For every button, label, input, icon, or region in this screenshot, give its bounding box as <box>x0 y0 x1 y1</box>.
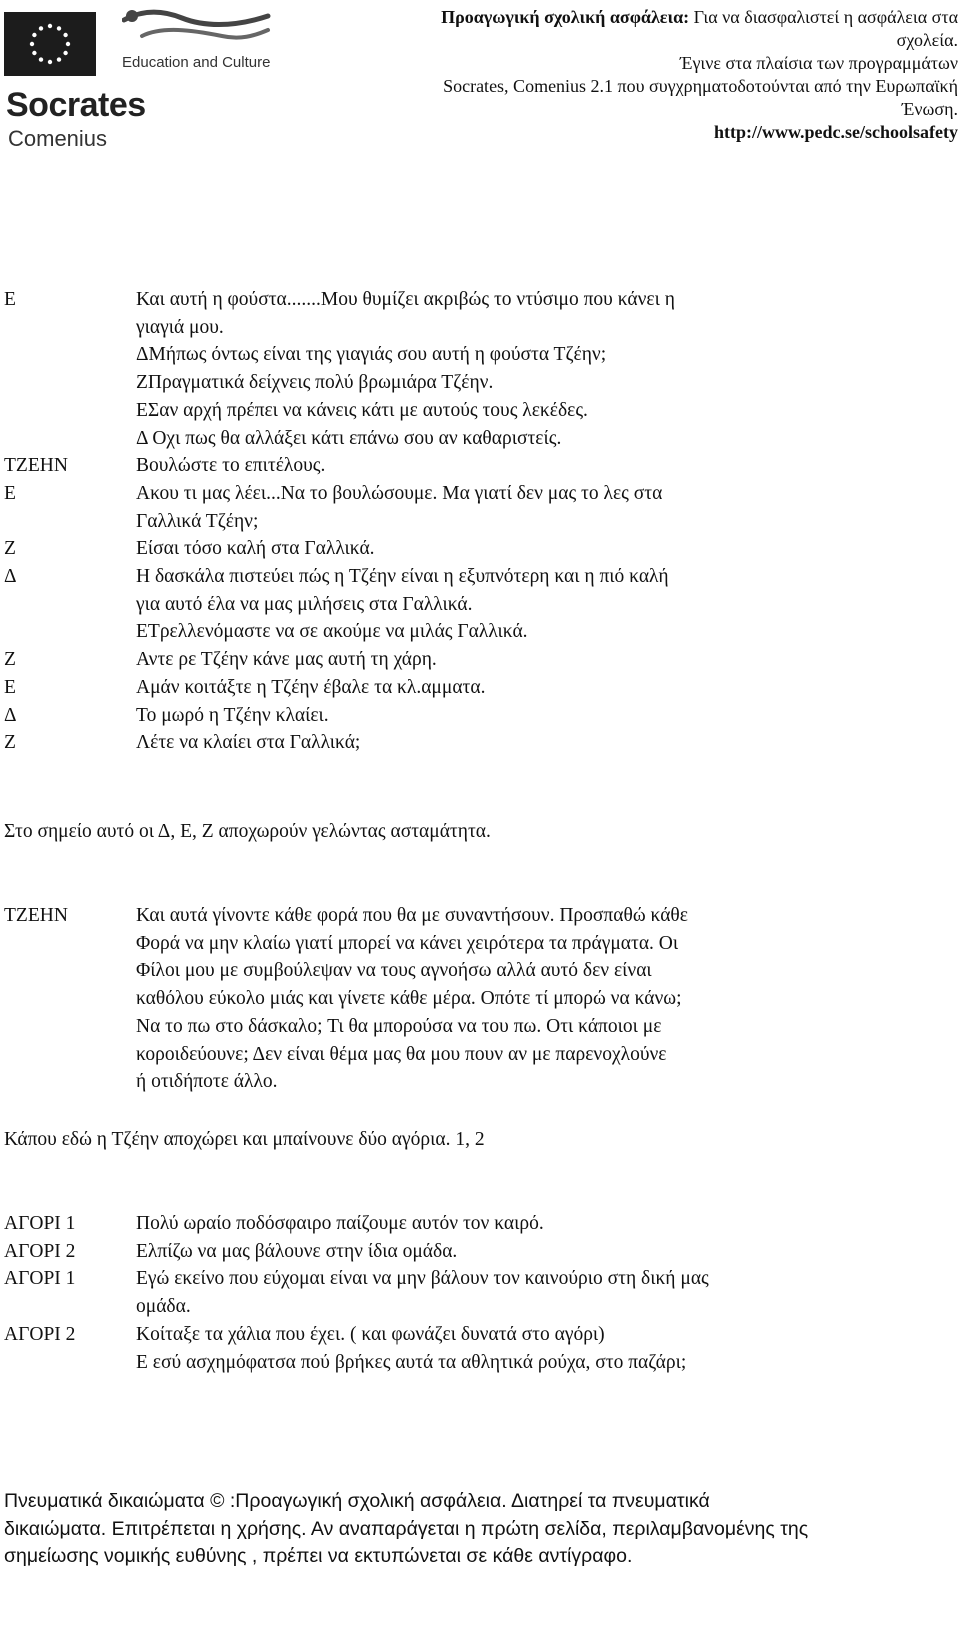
dialogue-row <box>4 674 944 702</box>
monologue-speaker: ΤΖΕΗΝ <box>4 905 68 926</box>
speaker-name: Ζ <box>4 538 16 560</box>
speaker-name: Ζ <box>4 649 16 671</box>
speaker-name: ΑΓΟΡΙ 2 <box>4 1323 76 1345</box>
dialogue-text <box>136 397 944 425</box>
footer-line: Πνευματικά δικαιώματα © :Προαγωγική σχολική ασφάλεια. Διατηρεί τα πνευματικά <box>4 1490 710 1512</box>
monologue-text <box>136 902 944 1096</box>
speaker-name <box>4 618 136 646</box>
dialogue-text <box>136 480 944 535</box>
monologue-line: Να το πω στο δάσκαλο; Τι θα μπορούσα να του πω. Οτι κάποιοι με <box>136 1015 662 1037</box>
dialogue-text <box>136 341 944 369</box>
dialogue-line: Το μωρό η Τζέην κλαίει. <box>136 704 329 726</box>
dialogue-row <box>4 480 944 535</box>
stage-direction-1: Στο σημείο αυτό οι Δ, Ε, Ζ αποχωρούν γελώντας ασταμάτητα. <box>4 821 491 842</box>
dialogue-row <box>4 341 944 369</box>
header-line-4: Socrates, Comenius 2.1 που συγχρηματοδοτούνται από την Ευρωπαϊκή <box>443 76 958 96</box>
footer-line: δικαιώματα. Επιτρέπεται η χρήσης. Αν αναπαράγεται η πρώτη σελίδα, περιλαμβανομένης της <box>4 1517 809 1540</box>
eu-flag-icon <box>4 12 96 76</box>
dialogue-line: Γαλλικά Τζέην; <box>136 510 259 532</box>
socrates-logo-text: Socrates <box>6 86 146 124</box>
speaker-name: Δ <box>4 566 17 588</box>
stage-direction-2: Κάπου εδώ η Τζέην αποχώρει και μπαίνουνε δύο αγόρια. 1, 2 <box>4 1129 485 1150</box>
dialogue-line: ΔΜήπως όντως είναι της γιαγιάς σου αυτή η φούστα Τζέην; <box>136 344 607 366</box>
header-title-bold: Προαγωγική σχολική ασφάλεια: <box>441 7 690 27</box>
dialogue-line: ΕΣαν αρχή πρέπει να κάνεις κάτι με αυτούς τους λεκέδες. <box>136 399 588 421</box>
dialogue-line: Ε εσύ ασχημόφατσα πού βρήκες αυτά τα αθλητικά ρούχα, στο παζάρι; <box>136 1351 687 1373</box>
dialogue-line: γιαγιά μου. <box>136 316 224 338</box>
dialogue-line: Βουλώστε το επιτέλους. <box>136 455 326 477</box>
dialogue-row <box>4 1238 944 1266</box>
dialogue-row <box>4 729 944 757</box>
speaker-name: Ε <box>4 289 16 310</box>
dialogue-row <box>4 646 944 674</box>
dialogue-line: ομάδα. <box>136 1296 191 1318</box>
dialogue-text <box>136 702 944 730</box>
dialogue-text <box>136 425 944 453</box>
dialogue-row <box>4 1321 944 1376</box>
dialogue-row <box>4 563 944 618</box>
dialogue-line: Αμάν κοιτάξτε η Τζέην έβαλε τα κλ.αμματα. <box>136 676 486 698</box>
dialogue-line: Κοίταξε τα χάλια που έχει. ( και φωνάζει δυνατά στο αγόρι) <box>136 1323 605 1345</box>
monologue-line: Και αυτά γίνοντε κάθε φορά που θα με συναντήσουν. Προσπαθώ κάθε <box>136 905 688 926</box>
header-line-2: σχολεία. <box>896 30 958 50</box>
monologue-line: κοροιδεύουνε; Δεν είναι θέμα μας θα μου πουν αν με παρενοχλούνε <box>136 1043 667 1065</box>
scene2-dialogue <box>4 1210 944 1376</box>
dialogue-text <box>136 286 944 341</box>
dialogue-line: Και αυτή η φούστα.......Μου θυμίζει ακριβώς το ντύσιμο που κάνει η <box>136 289 675 310</box>
dialogue-line: Λέτε να κλαίει στα Γαλλικά; <box>136 732 361 754</box>
dialogue-text <box>136 563 944 618</box>
dialogue-text <box>136 646 944 674</box>
dialogue-line: ΖΠραγματικά δείχνεις πολύ βρωμιάρα Τζέην. <box>136 372 494 394</box>
speaker-name: ΤΖΕΗΝ <box>4 455 68 477</box>
header-line-3: Έγινε στα πλαίσια των προγραμμάτων <box>679 53 958 73</box>
speaker-name: ΑΓΟΡΙ 2 <box>4 1240 76 1262</box>
dialogue-row <box>4 286 944 341</box>
dialogue-line: Η δασκάλα πιστεύει πώς η Τζέην είναι η εξυπνότερη και η πιό καλή <box>136 566 669 588</box>
dialogue-text <box>136 1265 944 1320</box>
dialogue-text <box>136 369 944 397</box>
dialogue-text <box>136 535 944 563</box>
speaker-name <box>4 425 136 453</box>
monologue <box>4 902 944 1096</box>
dialogue-text <box>136 674 944 702</box>
dialogue-text <box>136 1321 944 1376</box>
scene1-dialogue <box>4 286 944 757</box>
dialogue-line: Ελπίζω να μας βάλουνε στην ίδια ομάδα. <box>136 1240 458 1262</box>
dialogue-row <box>4 1265 944 1320</box>
speaker-name <box>4 341 136 369</box>
speaker-name: ΑΓΟΡΙ 1 <box>4 1268 76 1290</box>
dialogue-line: για αυτό έλα να μας μιλήσεις στα Γαλλικά. <box>136 593 473 615</box>
monologue-line: ή οτιδήποτε άλλο. <box>136 1071 278 1093</box>
dialogue-text <box>136 729 944 757</box>
dialogue-row <box>4 425 944 453</box>
monologue-line: Φορά να μην κλαίω γιατί μπορεί να κάνει χειρότερα τα πράγματα. Οι <box>136 932 679 954</box>
dialogue-line: Ακου τι μας λέει...Να το βουλώσουμε. Μα γιατί δεν μας το λες στα <box>136 482 663 504</box>
header-url: http://www.pedc.se/schoolsafety <box>714 122 958 142</box>
dialogue-line: Αντε ρε Τζέην κάνε μας αυτή τη χάρη. <box>136 649 437 671</box>
dialogue-text <box>136 1238 944 1266</box>
dialogue-line: Πολύ ωραίο ποδόσφαιρο παίζουμε αυτόν τον καιρό. <box>136 1213 544 1234</box>
dialogue-row <box>4 618 944 646</box>
speaker-name <box>4 369 136 397</box>
header-line-5: Ένωση. <box>901 99 958 119</box>
dialogue-row <box>4 1210 944 1238</box>
monologue-line: Φίλοι μου με συμβούλεψαν να τους αγνοήσω αλλά αυτό δεν είναι <box>136 960 652 982</box>
dialogue-text <box>136 618 944 646</box>
dialogue-line: ΕΤρελλενόμαστε να σε ακούμε να μιλάς Γαλλικά. <box>136 621 528 643</box>
header-title-rest: Για να διασφαλιστεί η ασφάλεια στα <box>693 7 958 27</box>
dialogue-row <box>4 369 944 397</box>
speaker-name <box>4 397 136 425</box>
footer-line: σημείωσης νομικής ευθύνης , πρέπει να εκτυπώνεται σε κάθε αντίγραφο. <box>4 1545 633 1567</box>
logo-block <box>4 4 304 154</box>
dialogue-line: Είσαι τόσο καλή στα Γαλλικά. <box>136 538 375 560</box>
speaker-name: Ε <box>4 676 16 698</box>
dialogue-text <box>136 452 944 480</box>
copyright-footer <box>4 1488 944 1571</box>
speaker-name: Ε <box>4 482 16 504</box>
dialogue-row <box>4 397 944 425</box>
speaker-name: ΑΓΟΡΙ 1 <box>4 1213 76 1234</box>
header-text <box>300 6 958 144</box>
dialogue-line: Δ Οχι πως θα αλλάξει κάτι επάνω σου αν καθαριστείς. <box>136 427 562 449</box>
education-culture-label: Education and Culture <box>122 54 271 71</box>
dialogue-row <box>4 452 944 480</box>
monologue-line: καθόλου εύκολο μιάς και γίνετε κάθε μέρα. Οπότε τί μπορώ να κάνω; <box>136 988 682 1010</box>
speaker-name: Δ <box>4 704 17 726</box>
speaker-name: Ζ <box>4 732 16 754</box>
comenius-logo-text: Comenius <box>8 126 108 151</box>
dialogue-row <box>4 702 944 730</box>
dialogue-line: Εγώ εκείνο που εύχομαι είναι να μην βάλουν τον καινούριο στη δική μας <box>136 1268 709 1290</box>
dialogue-text <box>136 1210 944 1238</box>
dialogue-row <box>4 535 944 563</box>
